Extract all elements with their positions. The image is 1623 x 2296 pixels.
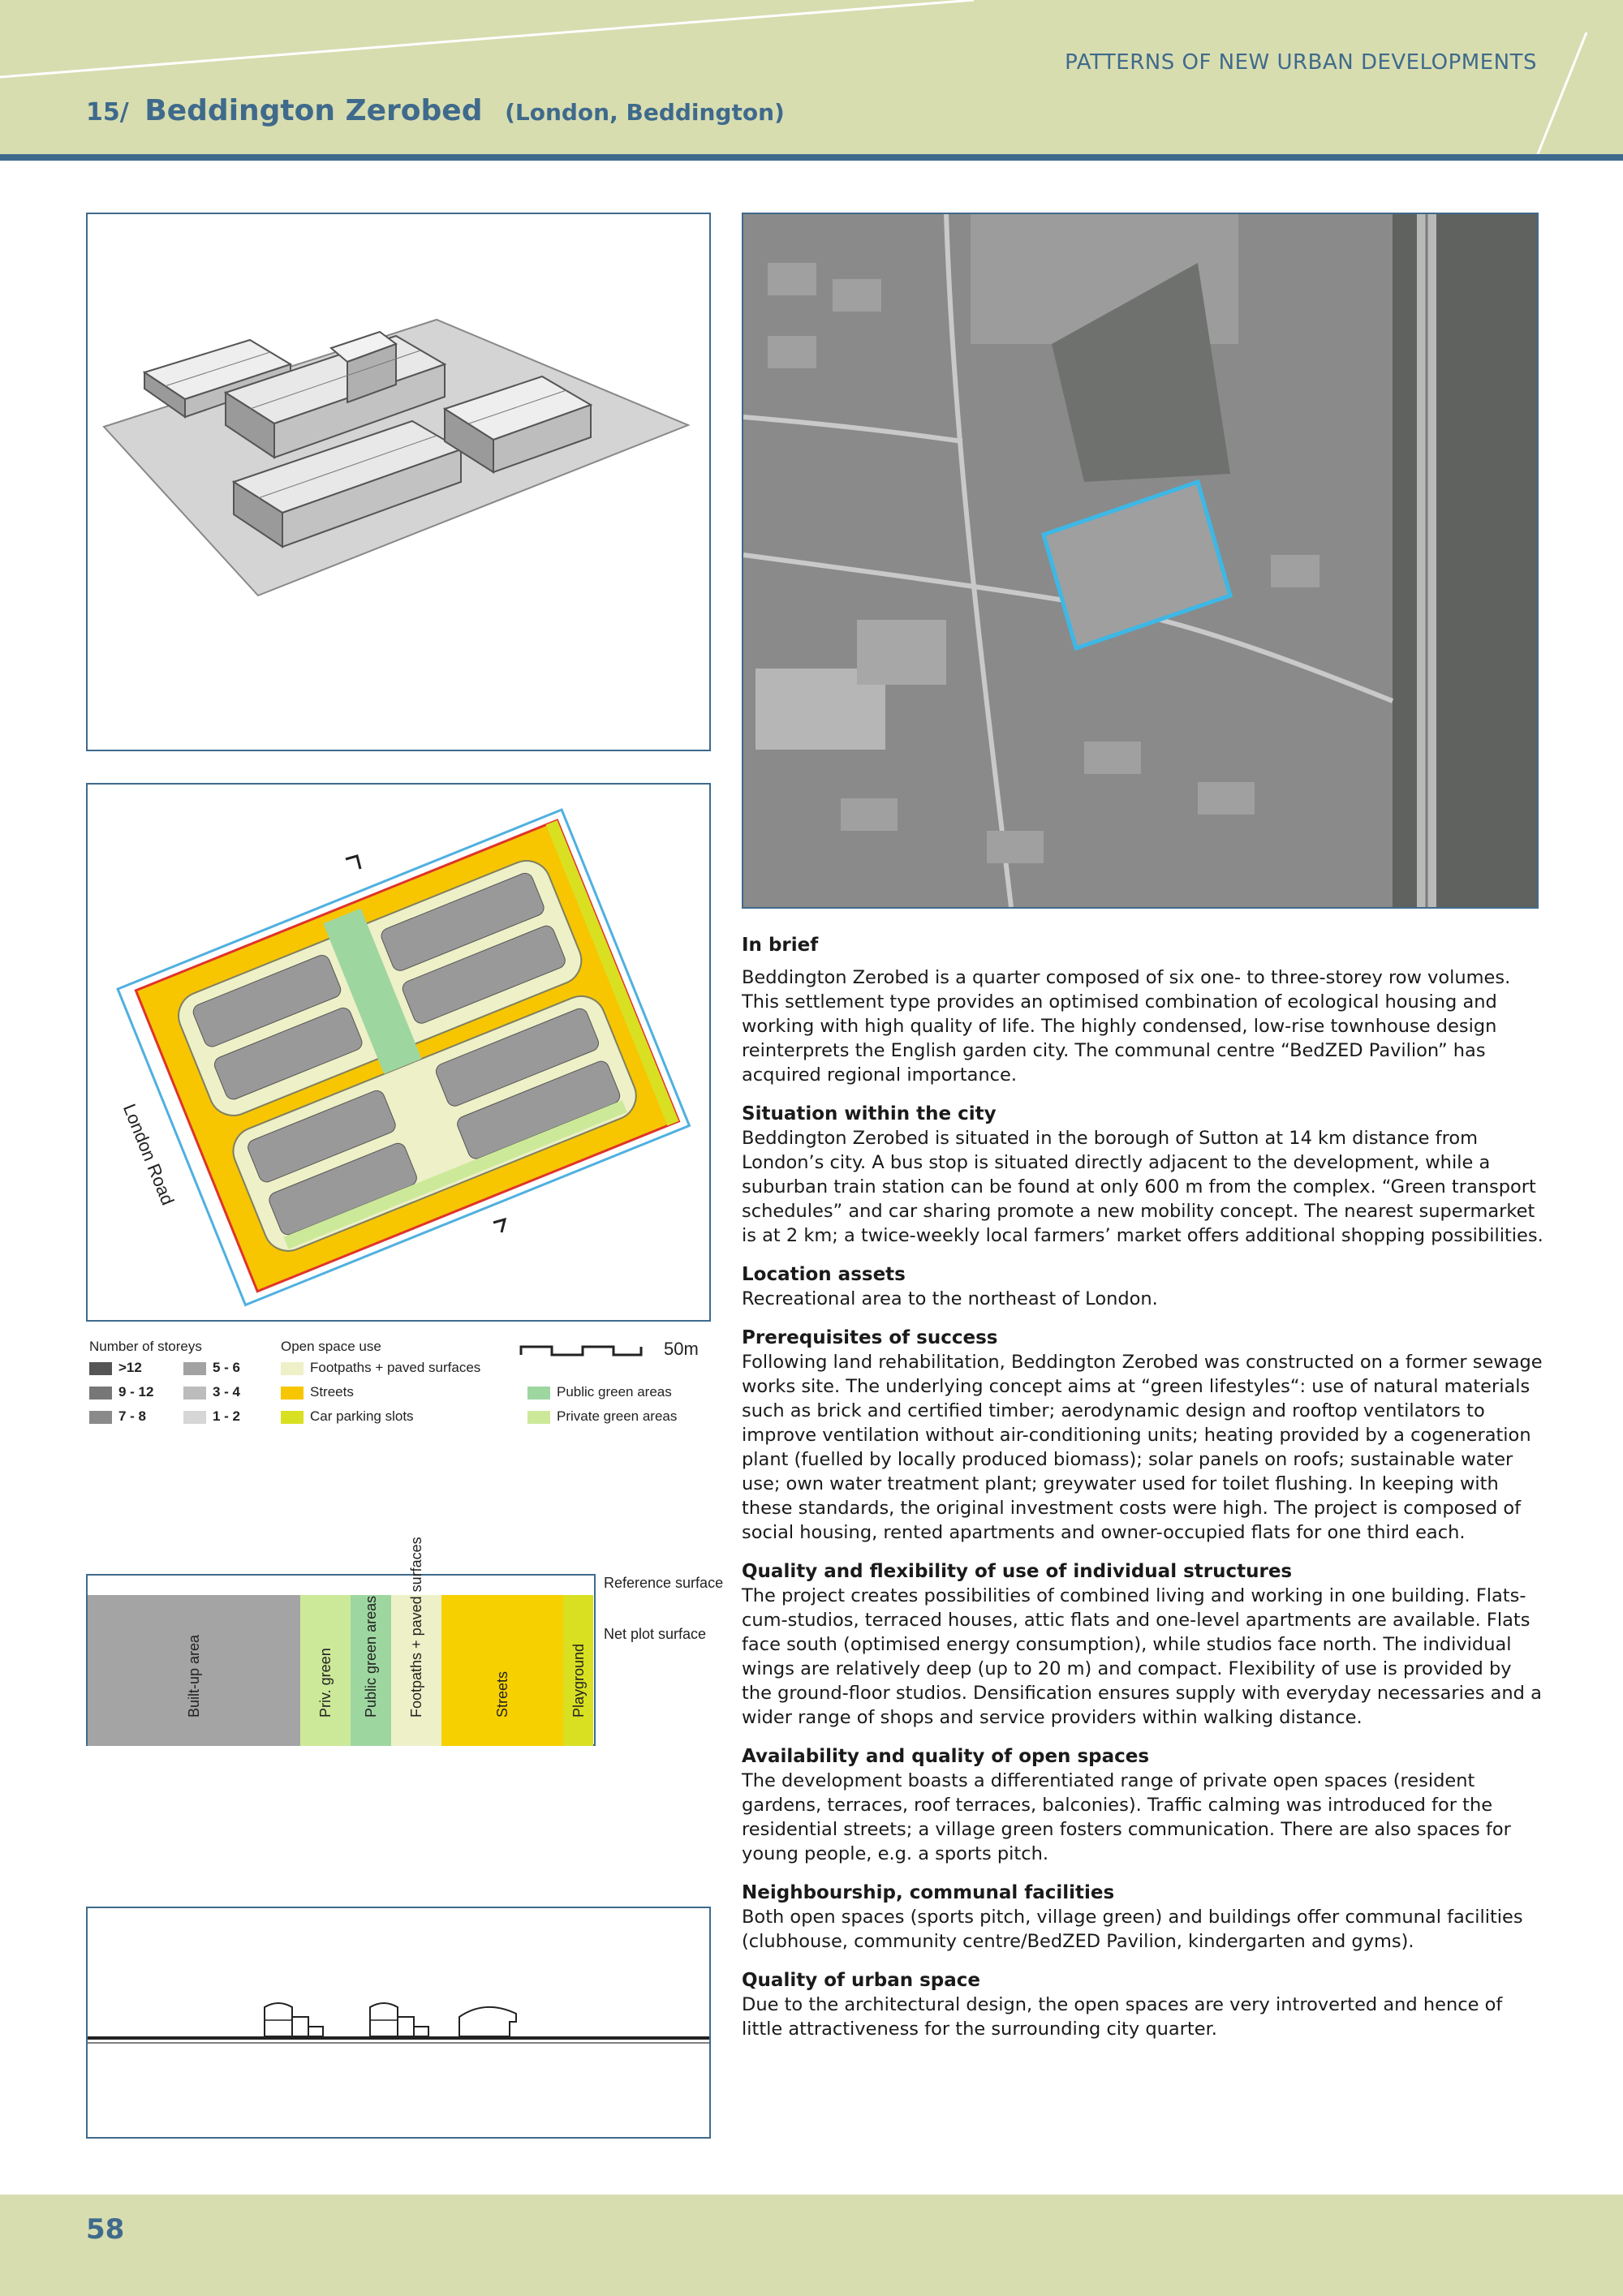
location-heading: Location assets: [742, 1264, 906, 1285]
series-title: PATTERNS OF NEW URBAN DEVELOPMENTS: [1065, 50, 1537, 75]
legend-open-space-item: Public green areas: [527, 1384, 672, 1400]
bar-segment: [300, 1595, 351, 1746]
project-location: (London, Beddington): [505, 99, 785, 126]
road-label: London Road: [118, 1101, 179, 1208]
legend-swatch: [281, 1362, 304, 1375]
aerial-photo: [743, 214, 1537, 907]
net-plot-surface-label: Net plot surface: [604, 1626, 707, 1642]
bar-segment: [563, 1595, 593, 1746]
header-rule: [0, 154, 1623, 161]
bar-segment: [391, 1537, 441, 1746]
axonometric-model-figure: [86, 213, 711, 751]
legend-storey-item: >12: [89, 1360, 142, 1376]
scale-label: 50m: [664, 1339, 699, 1359]
legend-swatch: [281, 1411, 304, 1424]
chapter-number: 15/: [86, 98, 129, 127]
project-name: Beddington Zerobed: [144, 94, 483, 127]
land-use-bar-chart: [86, 1537, 727, 1752]
situation-heading: Situation within the city: [742, 1103, 997, 1124]
page-title: [86, 94, 785, 127]
situation-text: Beddington Zerobed is situated in the borough of Sutton at 14 km distance from London’s city. A bus stop is situated directly adjacent to the development, while a suburban train station can be found at only 600 m from the complex. “Green transport schedules” and car sharing promote a new mobility concept. The nearest supermarket is at 2 km; a twice-weekly local farmers’ market offers additional shopping possibilities.: [742, 1128, 1543, 1246]
reference-surface-label: Reference surface: [604, 1575, 724, 1591]
quality-heading: Quality and flexibility of use of individual structures: [742, 1561, 1293, 1582]
urban-space-text: Due to the architectural design, the open spaces are very introverted and hence of little attractiveness for the surrounding city quarter.: [742, 1994, 1503, 2040]
legend-swatch: [89, 1362, 112, 1375]
cross-section-drawing: [88, 1908, 709, 2137]
legend-storey-item: 3 - 4: [183, 1384, 240, 1400]
legend-swatch: [527, 1387, 550, 1400]
open-spaces-heading: Availability and quality of open spaces: [742, 1746, 1150, 1767]
bar-segment-label: Priv. green: [317, 1648, 334, 1718]
legend-open-space-item: Private green areas: [527, 1408, 677, 1425]
in-brief-heading: In brief: [742, 935, 819, 956]
aerial-photo-figure: [742, 213, 1539, 909]
cross-section-figure: [86, 1907, 711, 2139]
legend-open-space-title: Open space use: [281, 1339, 381, 1354]
location-text: Recreational area to the northeast of London.: [742, 1288, 1158, 1309]
page-footer: [0, 2195, 1623, 2296]
page-header: [0, 0, 1623, 154]
legend-storey-item: 1 - 2: [183, 1408, 240, 1425]
urban-space-heading: Quality of urban space: [742, 1970, 981, 1991]
in-brief-text: Beddington Zerobed is a quarter composed of six one- to three-storey row volumes. This settlement type provides an optimised combination of ecological housing and working with high quality of life. The highly condensed, low-rise townhouse design reinterprets the English garden city. The communal centre “BedZED Pavilion” has acquired regional importance.: [742, 967, 1511, 1086]
axonometric-model-drawing: [88, 214, 709, 750]
legend-swatch: [183, 1387, 206, 1400]
legend-storey-item: 7 - 8: [89, 1408, 146, 1425]
site-plan-figure: [86, 783, 711, 1322]
bar-segment-label: Streets: [494, 1670, 510, 1718]
bar-segment: [88, 1595, 300, 1746]
legend-open-space-item: Car parking slots: [281, 1408, 414, 1425]
legend-swatch: [89, 1411, 112, 1424]
text-column: [742, 933, 1545, 2056]
legend-swatch: [183, 1362, 206, 1375]
legend-storeys-title: Number of storeys: [89, 1339, 202, 1354]
bar-segment-label: Public green areas: [363, 1595, 379, 1718]
legend-storey-item: 5 - 6: [183, 1360, 240, 1376]
legend-open-space-item: Streets: [281, 1384, 354, 1400]
prerequisites-heading: Prerequisites of success: [742, 1327, 998, 1348]
legend-swatch: [183, 1411, 206, 1424]
header-decoration: [0, 0, 1623, 154]
legend-swatch: [281, 1387, 304, 1400]
quality-text: The project creates possibilities of combined living and working in one building. Flats-cum-studios, terraced houses, attic flats and one-level apartments are available. Flats face south (optimised energy consumption), while studios face north. The individual wings are relatively deep (up to 20 m) and compact. Flexibility of use is provided by the ground-floor studios. Densification ensures supply with everyday necessaries and a wider range of shops and service providers within walking distance.: [742, 1585, 1542, 1728]
legend-swatch: [527, 1411, 550, 1424]
bar-segment: [441, 1595, 563, 1746]
legend-open-space-item: Footpaths + paved surfaces: [281, 1360, 480, 1376]
bar-segment-label: Built-up area: [186, 1634, 202, 1718]
prerequisites-text: Following land rehabilitation, Beddington Zerobed was constructed on a former sewage works site. The underlying concept aims at “green lifestyles“: use of natural materials such as brick and certified timber; aerodynamic design and rooftop ventilators to improve ventilation without air-conditioning units; heating provided by a cogeneration plant (fuelled by locally produced biomass); solar panels on roofs; sustainable water use; own water treatment plant; greywater used for toilet flushing. In keeping with these standards, the original investment costs were high. The project is composed of social housing, rented apartments and owner-occupied flats for one third each.: [742, 1352, 1543, 1543]
bar-segment-label: Footpaths + paved surfaces: [408, 1537, 424, 1718]
legend-storey-item: 9 - 12: [89, 1384, 153, 1400]
open-spaces-text: The development boasts a differentiated range of private open spaces (resident gardens, terraces, roof terraces, balconies). Traffic calming was introduced for the residential streets; a village green fosters communication. There are also spaces for young people, e.g. a sports pitch.: [742, 1770, 1511, 1864]
neighbourship-heading: Neighbourship, communal facilities: [742, 1882, 1115, 1903]
scale-bar-icon: [519, 1340, 657, 1360]
site-plan-drawing: [88, 785, 709, 1320]
plan-legend: [88, 1339, 712, 1448]
bar-segment: [351, 1595, 391, 1746]
neighbourship-text: Both open spaces (sports pitch, village green) and buildings offer communal facilities (clubhouse, community centre/BedZED Pavilion, kindergarten and gyms).: [742, 1907, 1523, 1952]
bar-segment-label: Playground: [570, 1643, 587, 1718]
page-number: 58: [86, 2213, 125, 2246]
legend-swatch: [89, 1387, 112, 1400]
